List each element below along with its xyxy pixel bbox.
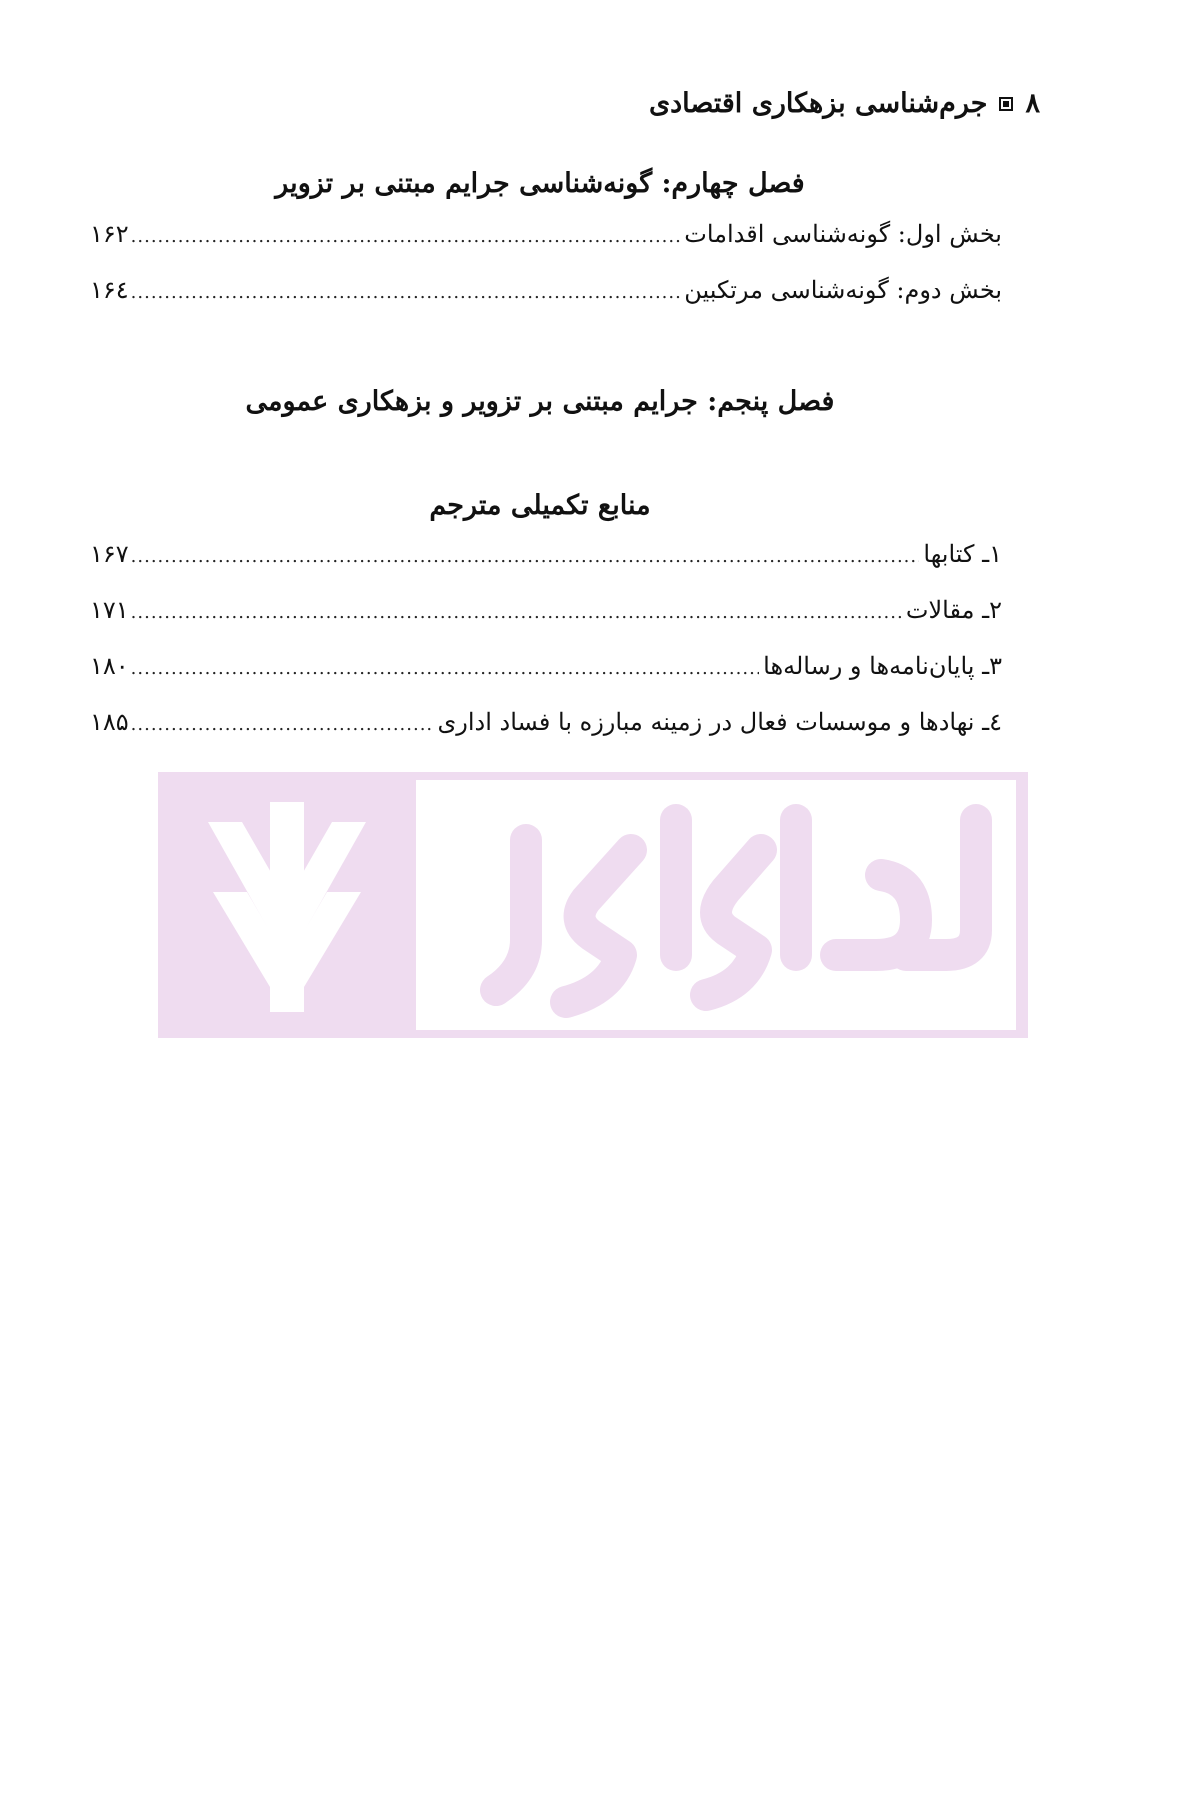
leader-dots [131,714,434,735]
toc-entry[interactable] [90,596,1002,636]
wordmark-graphic [416,780,1016,1030]
leader-dots [131,602,902,623]
toc-entry-page: ۱۸۰ [90,652,129,680]
chapter-4-title: فصل چهارم: گونه‌شناسی جرایم مبتنی بر تزویر [275,168,805,199]
toc-entry[interactable] [90,708,1002,748]
leader-dots [131,546,920,567]
toc-entry-label: ٤ـ نهادها و موسسات فعال در زمینه مبارزه با فساد اداری [437,708,1002,736]
toc-entry-page: ۱۷۱ [90,596,129,624]
toc-entry-label: بخش دوم: گونه‌شناسی مرتکبین [684,276,1002,304]
toc-entry[interactable] [90,220,1002,260]
leader-dots [131,658,759,679]
toc-entry-label: ۲ـ مقالات [905,596,1002,624]
watermark-frame [416,780,1016,1030]
toc-entry-page: ۱۸۵ [90,708,129,736]
toc-entry-page: ۱۶۷ [90,540,129,568]
sources-title: منابع تکمیلی مترجم [429,490,651,521]
toc-entry-label: ۳ـ پایان‌نامه‌ها و رساله‌ها [763,652,1002,680]
book-title: جرم‌شناسی بزهکاری اقتصادی [648,88,988,119]
toc-entry[interactable] [90,652,1002,692]
page-number: ۸ [1025,88,1040,119]
toc-entry[interactable] [90,276,1002,316]
toc-entry-label: ۱ـ کتابها [923,540,1002,568]
chapter-5-title: فصل پنجم: جرایم مبتنی بر تزویر و بزهکاری عمومی [245,386,835,417]
leader-dots [131,226,681,247]
toc-entry-page: ۱۶٤ [90,276,129,304]
toc-entry-page: ۱۶۲ [90,220,129,248]
toc-entry-label: بخش اول: گونه‌شناسی اقدامات [684,220,1002,248]
watermark-logo [158,772,1028,1038]
toc-entry[interactable] [90,540,1002,580]
running-header [649,88,1040,119]
square-bullet-icon [999,97,1013,111]
leader-dots [131,282,681,303]
